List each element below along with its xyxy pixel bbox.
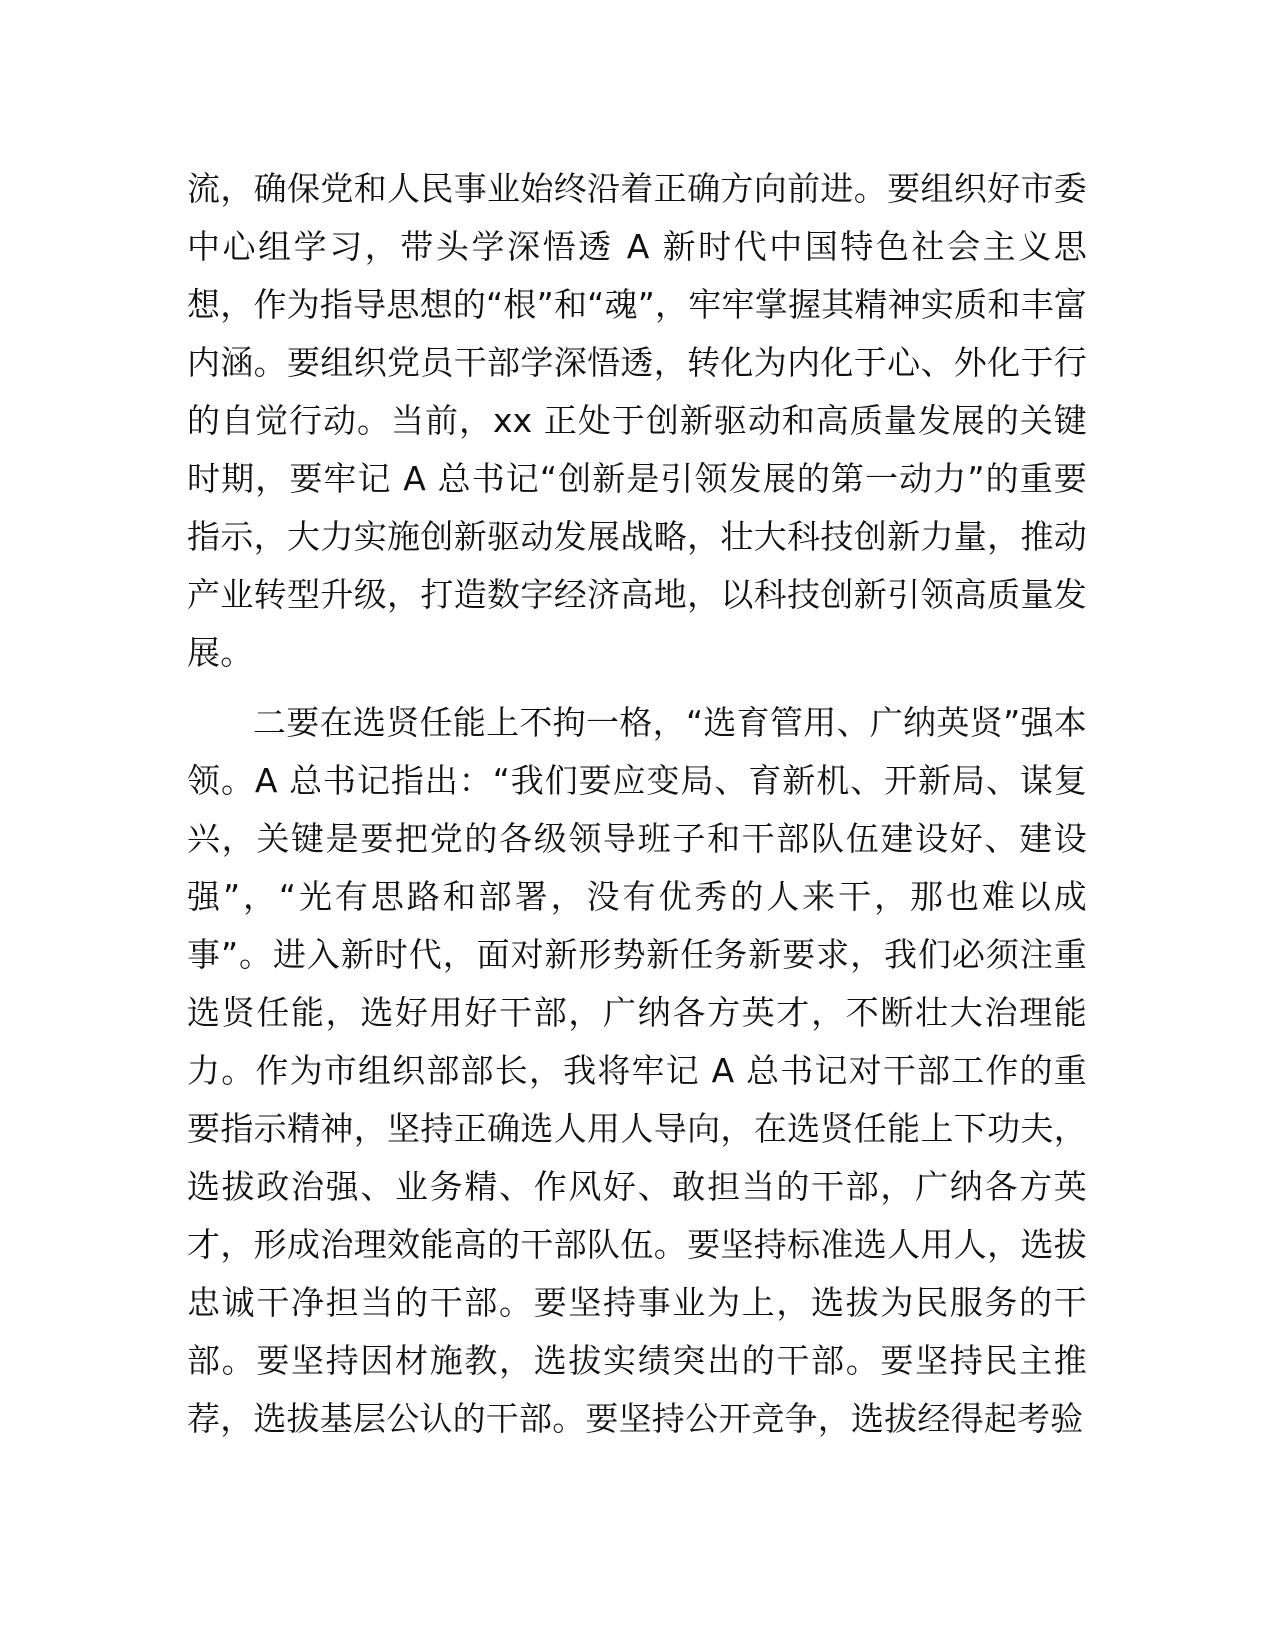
paragraph-selection-of-talent: 二要在选贤任能上不拘一格，“选育管用、广纳英贤”强本领。A 总书记指出：“我们要应变局、育新机、开新局、谋复兴，关键是要把党的各级领导班子和干部队伍建设好、建设强”，“光有思路和部署，没有优秀的人来干，那也难以成事”。进入新时代，面对新形势新任务新要求，我们必须注重选贤任能，选好用好干部，广纳各方英才，不断壮大治理能力。作为市组织部部长，我将牢记 A 总书记对干部工作的重要指示精神，坚持正确选人用人导向，在选贤任能上下功夫，选拔政治强、业务精、作风好、敢担当的干部，广纳各方英才，形成治理效能高的干部队伍。要坚持标准选人用人，选拔忠诚干净担当的干部。要坚持事业为上，选拔为民服务的干部。要坚持因材施教，选拔实绩突出的干部。要坚持民主推荐，选拔基层公认的干部。要坚持公开竞争，选拔经得起考验 (187, 703, 1087, 1438)
paragraph-continuation: 流，确保党和人民事业始终沿着正确方向前进。要组织好市委中心组学习，带头学深悟透 A 新时代中国特色社会主义思想，作为指导思想的“根”和“魂”，牢牢掌握其精神实质和丰富内涵。要组织党员干部学深悟透，转化为内化于心、外化于行的自觉行动。当前，xx 正处于创新驱动和高质量发展的关键时期，要牢记 A 总书记“创新是引领发展的第一动力”的重要指示，大力实施创新驱动发展战略，壮大科技创新力量，推动产业转型升级，打造数字经济高地，以科技创新引领高质量发展。 (187, 169, 1087, 672)
document-body (187, 160, 1087, 1448)
